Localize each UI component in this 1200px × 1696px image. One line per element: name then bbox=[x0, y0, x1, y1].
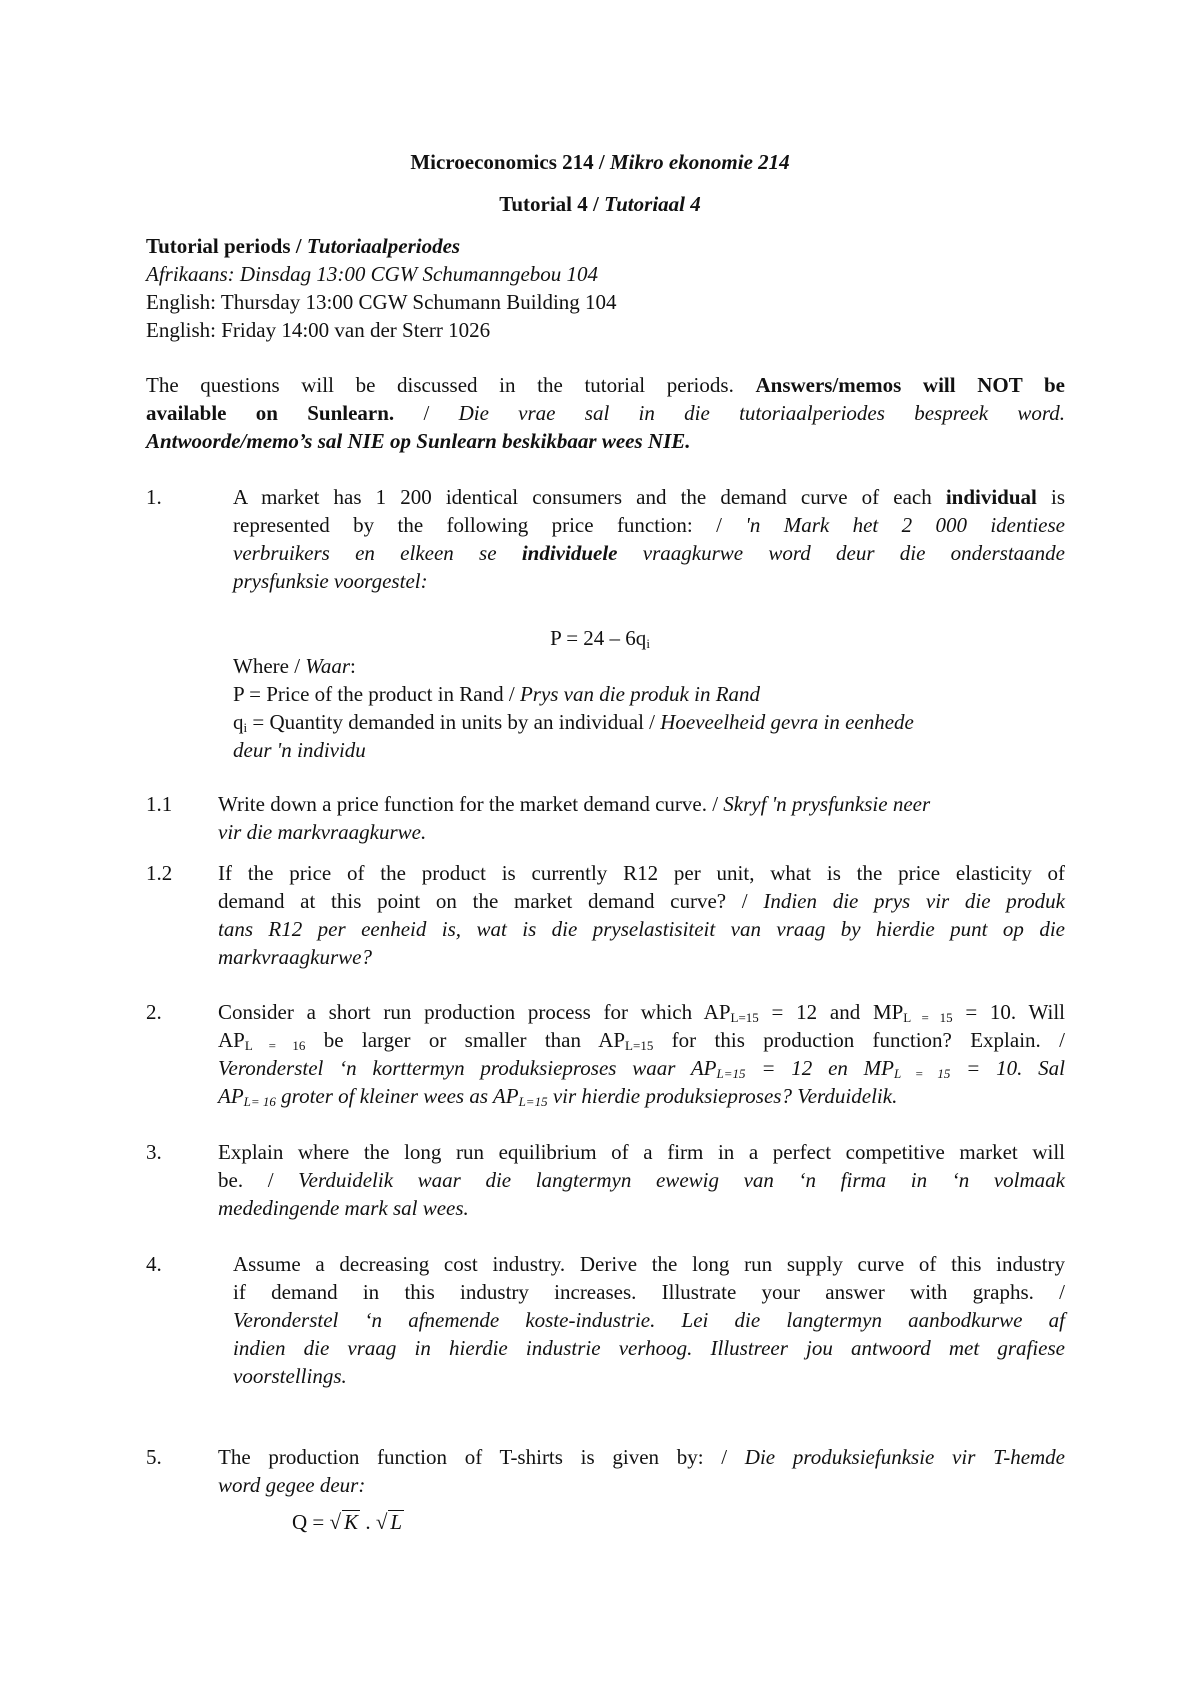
question-number: 4. bbox=[146, 1252, 162, 1276]
periods-heading: Tutorial periods / Tutoriaalperiodes bbox=[146, 234, 461, 258]
tutorial-en: Tutorial 4 / bbox=[499, 192, 605, 216]
intro-paragraph: The questions will be discussed in the tutorial periods. Answers/memos will NOT be available on Sunlearn. / Die vrae sal in die tutoriaalperiodes bespreek word. Antwoorde/memo’s sal NIE op Sunlearn beskikbaar wees NIE. bbox=[146, 373, 1066, 453]
question-2: Consider a short run production process for which $AP_{L=15} = 12$ and $MP_{L = 15} = 10$. Will $AP_{L = 16}$ be larger or smaller than $AP_{L=15}$ for this production function? Explain. / Veronderstel ‘n korttermyn produksieproses waar $AP_{L=15} = 12$ en $MP_{L = 15} = 10$. Sal $AP_{L= 16}$ groter of kleiner wees as $AP_{L=15}$ vir hierdie produksieproses? Verduidelik. bbox=[218, 1000, 1066, 1109]
question-5: The production function of T-shirts is given by: / Die produksiefunksie vir T-hemde word gegee deur: bbox=[218, 1445, 1065, 1497]
question-number: 1.2 bbox=[146, 861, 173, 885]
document-title bbox=[0, 148, 1200, 176]
question-number: 1.1 bbox=[146, 792, 173, 816]
period-afrikaans: Afrikaans: Dinsdag 13:00 CGW Schumanngebou 104 bbox=[146, 262, 599, 286]
question-4: Assume a decreasing cost industry. Derive the long run supply curve of this industry if demand in this industry increases. Illustrate your answer with graphs. / Veronderstel ‘n afnemende koste-industrie. Lei die langtermyn aanbodkurwe af indien die vraag in hierdie industrie verhoog. Illustreer jou antwoord met grafiese voorstellings. bbox=[233, 1252, 1065, 1388]
tutorial-af: Tutoriaal 4 bbox=[604, 192, 701, 216]
tutorial-heading bbox=[0, 190, 1200, 218]
question-1-definitions: Where / Waar: P = Price of the product in Rand / Prys van die produk in Rand $q_i$ = Quantity demanded in units by an individual / Hoeveelheid gevra in eenhede deur 'n individu bbox=[233, 654, 914, 762]
question-number: 5. bbox=[146, 1445, 162, 1469]
tutorial-periods bbox=[146, 232, 617, 344]
sqrt-sign: √ bbox=[329, 1510, 342, 1534]
question-3: Explain where the long run equilibrium of a firm in a perfect competitive market will be. / Verduidelik waar die langtermyn ewewig van ‘n firma in ‘n volmaak mededingende mark sal wees. bbox=[218, 1140, 1066, 1220]
sqrt-sign: √ bbox=[375, 1510, 388, 1534]
question-number: 1. bbox=[146, 485, 162, 509]
question-1-1: Write down a price function for the market demand curve. / Skryf 'n prysfunksie neer vir die markvraagkurwe. bbox=[218, 792, 931, 844]
question-number: 2. bbox=[146, 1000, 162, 1024]
question-1: A market has 1 200 identical consumers and the demand curve of each individual is represented by the following price function: / 'n Mark het 2 000 identiese verbruikers en elkeen se individuele vraagkurwe word deur die onderstaande prysfunksie voorgestel: bbox=[233, 485, 1065, 593]
question-number: 3. bbox=[146, 1140, 162, 1164]
title-af: Mikro ekonomie 214 bbox=[609, 150, 790, 174]
demand-equation: $P = 24 - 6q_i$ bbox=[550, 626, 650, 651]
question-1-2: If the price of the product is currently R12 per unit, what is the price elasticity of demand at this point on the market demand curve? / Indien die prys vir die produk tans R12 per eenheid is, wat is die pryselastisiteit van vraag by hierdie punt op die markvraagkurwe? bbox=[218, 861, 1065, 969]
title-en: Microeconomics 214 / bbox=[410, 150, 610, 174]
period-english-thursday: English: Thursday 13:00 CGW Schumann Building 104 bbox=[146, 290, 617, 314]
production-function-equation: Q = √ K . √ L bbox=[292, 1510, 403, 1534]
period-english-friday: English: Friday 14:00 van der Sterr 1026 bbox=[146, 318, 491, 342]
